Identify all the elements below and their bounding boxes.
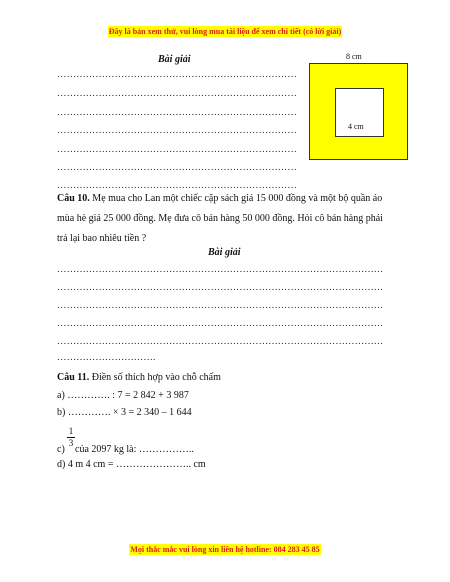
- outer-square-label: 8 cm: [346, 52, 362, 61]
- answer-line: …………………………………………………………………: [57, 181, 297, 191]
- answer-line: …………………………………………………………………………………………: [57, 283, 384, 293]
- fraction: [67, 426, 75, 449]
- question-10-line3: trả lại bao nhiêu tiền ?: [57, 233, 147, 244]
- question-11: [57, 372, 221, 383]
- answer-line-short: ………………………….: [57, 353, 156, 363]
- question-10: [57, 189, 402, 249]
- answer-line: …………………………………………………………………………………………: [57, 265, 384, 275]
- fraction-denominator: 3: [68, 438, 74, 448]
- question-11-c-text: của 2097 kg là: ……………..: [75, 444, 194, 455]
- answer-line: …………………………………………………………………………………………: [57, 337, 384, 347]
- question-11-instruction: Điền số thích hợp vào chỗ chấm: [91, 372, 221, 383]
- question-11-c-prefix: c): [57, 444, 65, 455]
- footer-banner: [0, 545, 450, 554]
- outer-square: [309, 63, 408, 160]
- answer-line: …………………………………………………………………: [57, 145, 297, 155]
- answer-line: …………………………………………………………………: [57, 163, 297, 173]
- question-10-number: Câu 10.: [57, 193, 90, 204]
- solution-heading-1: Bài giải: [158, 54, 191, 65]
- inner-square-label: 4 cm: [348, 122, 364, 131]
- footer-banner-text: Mọi thắc mắc vui lòng xin liên hệ hotline: 084 283 45 85: [130, 545, 320, 554]
- question-11-a: a) …………. : 7 = 2 842 + 3 987: [57, 390, 189, 401]
- header-banner: [0, 27, 450, 36]
- answer-line: …………………………………………………………………………………………: [57, 319, 384, 329]
- fraction-numerator: 1: [68, 426, 74, 436]
- answer-line: …………………………………………………………………: [57, 89, 297, 99]
- question-10-line1: [57, 189, 402, 209]
- answer-line: …………………………………………………………………………………………: [57, 301, 384, 311]
- question-11-b: b) …………. × 3 = 2 340 – 1 644: [57, 407, 192, 418]
- answer-line: …………………………………………………………………: [57, 126, 297, 136]
- answer-line: …………………………………………………………………: [57, 70, 297, 80]
- question-11-number: Câu 11.: [57, 372, 90, 383]
- question-10-text: Mẹ mua cho Lan một chiếc cặp sách giá 15 000 đồng và một bộ quần áo: [92, 193, 383, 204]
- question-10-line2: mùa hè giá 25 000 đồng. Mẹ đưa cô bán hàng 50 000 đồng. Hỏi cô bán hàng phải: [57, 213, 383, 224]
- header-banner-text: Đây là bản xem thử, vui lòng mua tài liệu để xem chi tiết (có lời giải): [108, 27, 342, 36]
- answer-line: …………………………………………………………………: [57, 108, 297, 118]
- solution-heading-2: Bài giải: [208, 247, 241, 258]
- question-11-d: d) 4 m 4 cm = ………………….. cm: [57, 459, 206, 470]
